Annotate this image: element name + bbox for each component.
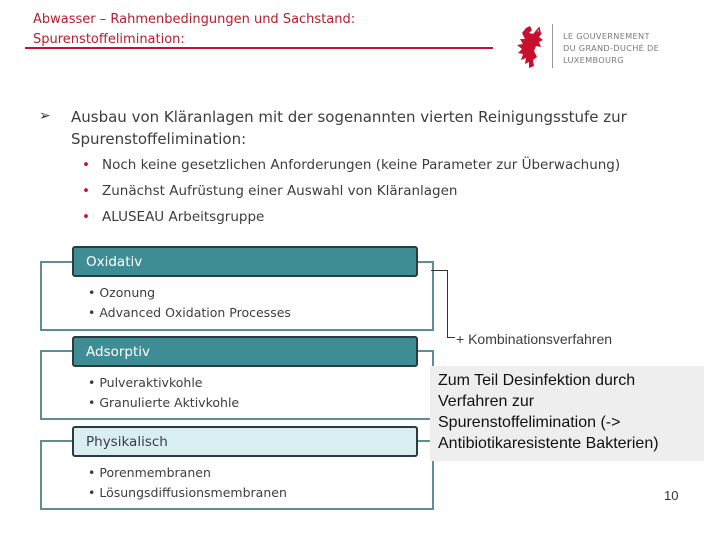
bullet-dot-icon: • (82, 157, 90, 173)
list-item: • Advanced Oxidation Processes (88, 305, 291, 320)
list-item: • Ozonung (88, 285, 156, 300)
list-item: • Granulierte Aktivkohle (88, 395, 240, 410)
slide-title-line2: Spurenstoffelimination: (33, 32, 185, 47)
list-item: • Lösungsdiffusionsmembranen (88, 485, 287, 500)
list-item: • Porenmembranen (88, 465, 211, 480)
box-header-oxidativ: Oxidativ (72, 246, 418, 277)
box-header-physikalisch: Physikalisch (72, 426, 418, 457)
bracket-line (447, 270, 448, 338)
page-number: 10 (664, 488, 679, 503)
box-items-oxidativ (88, 283, 291, 323)
bracket-bottom (447, 337, 455, 338)
arrow-bullet-icon: ➢ (39, 107, 51, 123)
logo-separator (552, 24, 553, 68)
slide-title-line1: Abwasser – Rahmenbedingungen und Sachstand: (33, 12, 356, 27)
main-bullet-text: Ausbau von Kläranlagen mit der sogenannten vierten Reinigungsstufe zur Spurenstoffelimination: (71, 108, 627, 148)
sub-bullet-text: ALUSEAU Arbeitsgruppe (102, 209, 265, 225)
sub-bullet (82, 209, 264, 225)
title-underline (25, 47, 493, 49)
bullet-dot-icon: • (82, 209, 90, 225)
sub-bullet (82, 183, 457, 199)
logo-text-line2: DU GRAND-DUCHÉ DE LUXEMBOURG (563, 43, 660, 65)
box-items-physikalisch (88, 463, 287, 503)
combination-label: + Kombinationsverfahren (456, 331, 613, 347)
sub-bullet-text: Noch keine gesetzlichen Anforderungen (keine Parameter zur Überwachung) (102, 157, 621, 173)
box-items-adsorptiv (88, 373, 239, 413)
list-item: • Pulveraktivkohle (88, 375, 203, 390)
bullet-dot-icon: • (82, 183, 90, 199)
note-box: Zum Teil Desinfektion durch Verfahren zur Spurenstoffelimination (-> Antibiotikaresistente Bakterien) (430, 366, 704, 461)
bracket-top (431, 270, 448, 271)
box-header-adsorptiv: Adsorptiv (72, 336, 418, 367)
government-logo-text (563, 30, 720, 66)
sub-bullet-text: Zunächst Aufrüstung einer Auswahl von Kläranlagen (102, 183, 458, 199)
luxembourg-red-lion-icon (512, 24, 548, 75)
sub-bullet (82, 157, 620, 173)
slide-title (33, 10, 503, 50)
logo-text-line1: LE GOUVERNEMENT (563, 31, 650, 41)
